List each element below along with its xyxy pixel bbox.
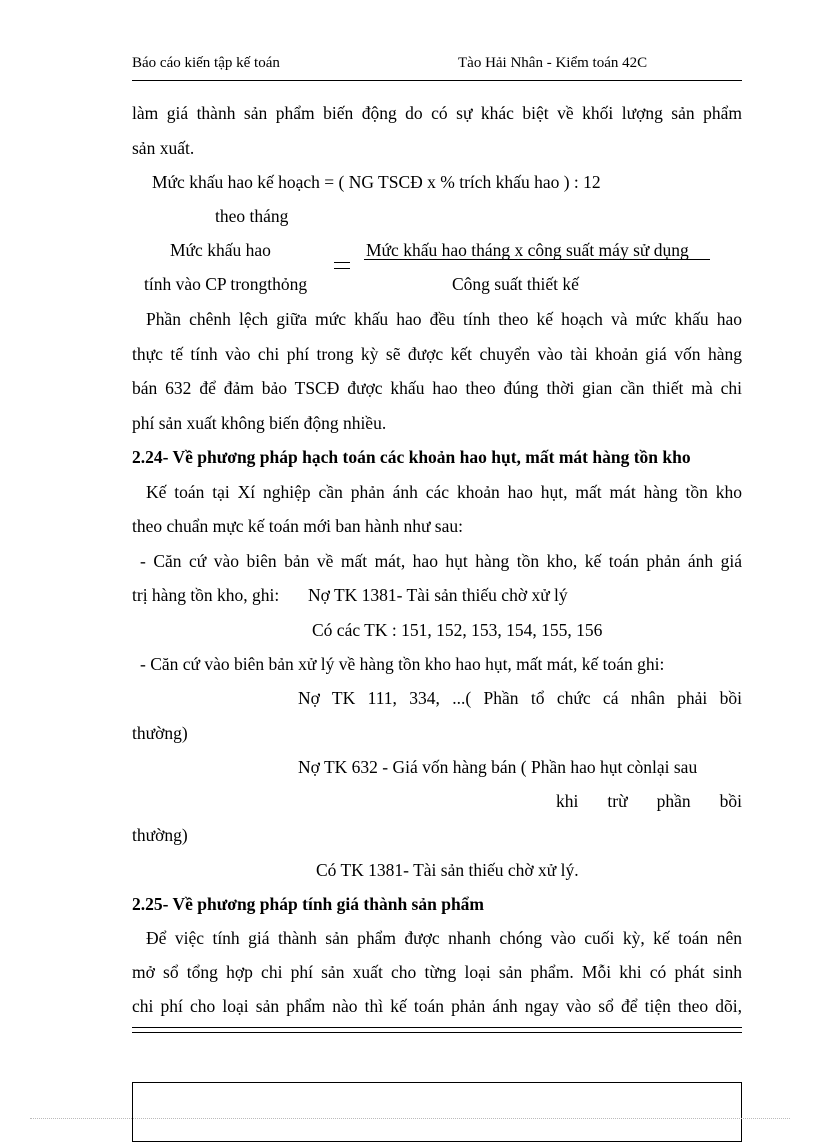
- equals-sign-bottom: [334, 268, 350, 269]
- page-edge-dots: [30, 1118, 790, 1119]
- para3-line2: theo chuẩn mực kế toán mới ban hành như sau:: [132, 516, 463, 536]
- para2-line3: bán 632 để đảm bảo TSCĐ được khấu hao theo đúng thời gian cần thiết mà chi: [132, 378, 742, 398]
- entry3: Có TK 1381- Tài sản thiếu chờ xử lý.: [316, 860, 579, 880]
- header-right: Tào Hải Nhân - Kiểm toán 42C: [458, 55, 648, 71]
- para4-line2: mở sổ tổng hợp chi phí sản xuất cho từng loại sản phẩm. Mỗi khi có phát sinh: [132, 962, 742, 982]
- formula2-left-bottom: tính vào CP trongthỏng: [144, 274, 308, 294]
- formula1-main: Mức khấu hao kế hoạch = ( NG TSCĐ x % trích khấu hao ) : 12: [152, 172, 601, 192]
- footer-rule-top: [132, 1027, 742, 1028]
- para4-line3: chi phí cho loại sản phẩm nào thì kế toán phản ánh ngay vào sổ để tiện theo dõi,: [132, 996, 742, 1016]
- para4-line1: Để việc tính giá thành sản phẩm được nhanh chóng vào cuối kỳ, kế toán nên: [146, 928, 742, 948]
- para3-line1: Kế toán tại Xí nghiệp cần phản ánh các khoản hao hụt, mất mát hàng tồn kho: [146, 482, 742, 502]
- entry2-line3: thường): [132, 825, 188, 845]
- formula1-sub: theo tháng: [215, 206, 289, 226]
- bullet1-line2b: Nợ TK 1381- Tài sản thiếu chờ xử lý: [308, 585, 568, 605]
- para1-line1: làm giá thành sản phẩm biến động do có sự khác biệt về khối lượng sản phẩm: [132, 103, 742, 123]
- entry2-line1: Nợ TK 632 - Giá vốn hàng bán ( Phần hao hụt cònlại sau: [298, 757, 698, 777]
- entry2-line2: khi trừ phần bồi: [556, 791, 742, 811]
- entry1-line2: thường): [132, 723, 188, 743]
- fraction-bar: [364, 259, 710, 260]
- para2-line4: phí sản xuất không biến động nhiều.: [132, 413, 387, 433]
- bullet1-line2a: trị hàng tồn kho, ghi:: [132, 585, 280, 605]
- formula2-left-top: Mức khấu hao: [170, 240, 271, 260]
- bullet1-line3: Có các TK : 151, 152, 153, 154, 155, 156: [312, 620, 603, 640]
- bullet1-line1: - Căn cứ vào biên bản về mất mát, hao hụt hàng tồn kho, kế toán phản ánh giá: [140, 551, 742, 571]
- equals-sign-top: [334, 262, 350, 263]
- header-rule: [132, 80, 742, 81]
- para2-line1: Phần chênh lệch giữa mức khấu hao đều tính theo kế hoạch và mức khấu hao: [146, 309, 742, 329]
- para1-line2: sản xuất.: [132, 138, 195, 158]
- footer-box: [132, 1082, 742, 1142]
- footer-rule-bottom: [132, 1032, 742, 1033]
- bullet2-line1: - Căn cứ vào biên bản xử lý về hàng tồn kho hao hụt, mất mát, kế toán ghi:: [140, 654, 665, 674]
- entry1-line1: Nợ TK 111, 334, ...( Phần tổ chức cá nhân phải bồi: [298, 688, 742, 708]
- formula2-denominator: Công suất thiết kế: [452, 274, 579, 294]
- heading-2-25: 2.25- Về phương pháp tính giá thành sản phẩm: [132, 894, 485, 914]
- header-left: Báo cáo kiến tập kế toán: [132, 55, 280, 71]
- heading-2-24: 2.24- Về phương pháp hạch toán các khoản hao hụt, mất mát hàng tồn kho: [132, 447, 691, 467]
- formula2-numerator: Mức khấu hao tháng x công suất máy sử dụng: [366, 240, 689, 260]
- para2-line2: thực tế tính vào chi phí trong kỳ sẽ được kết chuyển vào tài khoản giá vốn hàng: [132, 344, 742, 364]
